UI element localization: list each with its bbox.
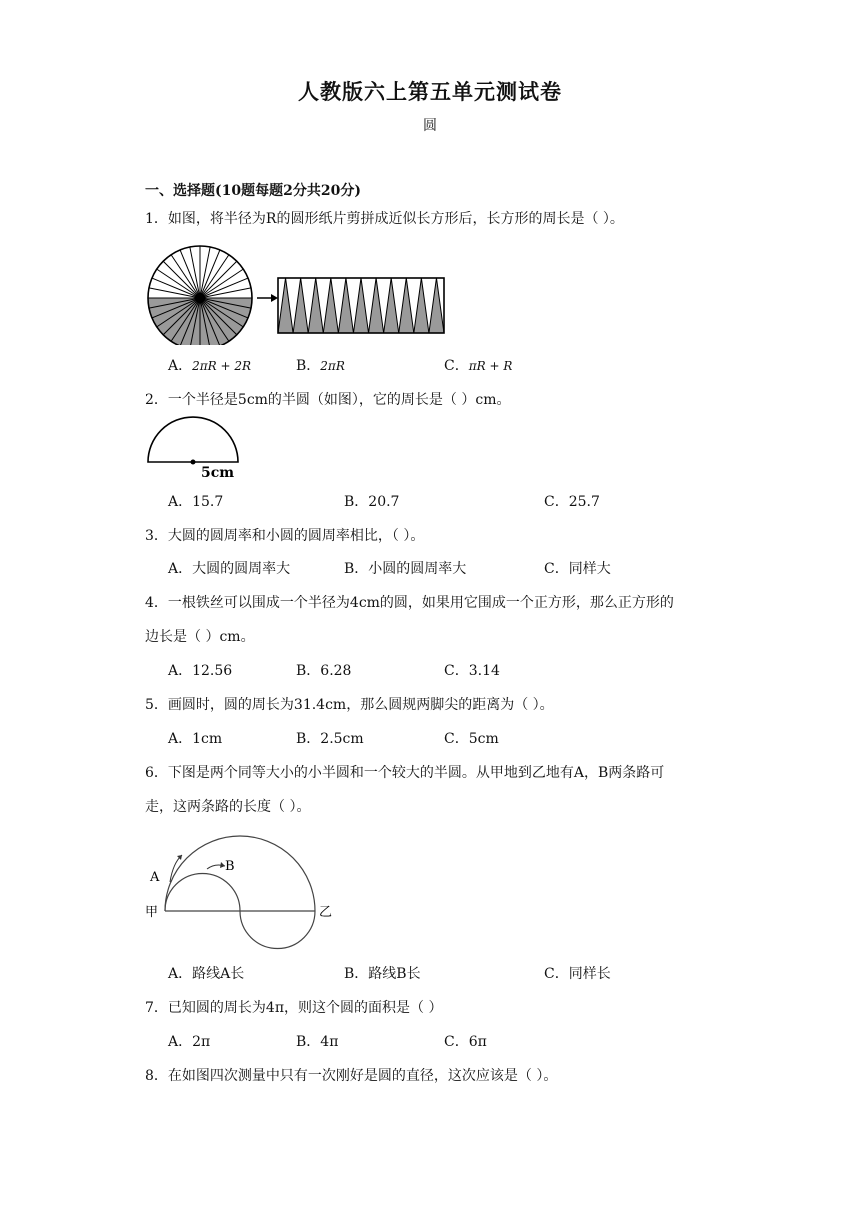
rearranged-rectangle-figure <box>278 278 444 333</box>
option-b[interactable]: B．6.28 <box>296 663 352 679</box>
option-c[interactable]: C．3.14 <box>444 663 500 679</box>
question-4-text-line-2: 边长是（ ）cm。 <box>145 629 255 645</box>
arrow-head-icon <box>271 294 278 302</box>
question-1-figure <box>145 245 450 345</box>
question-3-text: 3．大圆的圆周率和小圆的圆周率相比，（ ）。 <box>145 528 425 544</box>
rectangle-tooth <box>353 278 368 333</box>
option-a[interactable]: A．2πR + 2R <box>168 358 252 374</box>
question-5-options <box>168 728 768 748</box>
question-4-options <box>168 660 768 680</box>
end-point-label: 乙 <box>319 905 333 920</box>
option-c[interactable]: C．同样长 <box>544 966 611 982</box>
option-b[interactable]: B．小圆的圆周率大 <box>344 561 467 577</box>
sector-line <box>163 261 200 298</box>
page-subtitle: 圆 <box>423 118 437 134</box>
question-1-text: 1．如图，将半径为R的圆形纸片剪拼成近似长方形后，长方形的周长是（ ）。 <box>145 211 624 227</box>
route-a-label: A <box>150 870 160 885</box>
question-6-text-line-1: 6．下图是两个同等大小的小半圆和一个较大的半圆。从甲地到乙地有A，B两条路可 <box>145 765 665 781</box>
option-b[interactable]: B．2.5cm <box>296 731 364 747</box>
section-heading: 一、选择题(10题每题2分共20分) <box>145 183 361 199</box>
rectangle-tooth <box>278 278 293 333</box>
option-a[interactable]: A．12.56 <box>168 663 233 679</box>
route-b-label: B <box>225 859 235 874</box>
question-7-text: 7．已知圆的周长为4π，则这个圆的面积是（ ） <box>145 1000 443 1016</box>
rectangle-tooth <box>338 278 353 333</box>
route-a-path <box>165 836 315 911</box>
option-a[interactable]: A．大圆的圆周率大 <box>168 561 291 577</box>
option-a[interactable]: A．1cm <box>168 731 223 747</box>
page-title: 人教版六上第五单元测试卷 <box>298 79 562 104</box>
question-2-text: 2．一个半径是5cm的半圆（如图），它的周长是（ ）cm。 <box>145 392 511 408</box>
question-6-options <box>168 963 768 983</box>
option-a[interactable]: A．15.7 <box>168 494 224 510</box>
rectangle-tooth <box>399 278 414 333</box>
question-6-route-figure <box>145 825 345 953</box>
option-c[interactable]: C．25.7 <box>544 494 600 510</box>
option-c[interactable]: C．5cm <box>444 731 499 747</box>
option-a[interactable]: A．2π <box>168 1034 211 1050</box>
radius-label: 5cm <box>201 465 235 480</box>
start-point-label: 甲 <box>145 905 159 920</box>
question-4-text-line-1: 4．一根铁丝可以围成一个半径为4cm的圆，如果用它围成一个正方形，那么正方形的 <box>145 595 674 611</box>
rectangle-tooth <box>323 278 338 333</box>
question-7-options <box>168 1031 768 1051</box>
circle-center <box>195 293 205 303</box>
option-a[interactable]: A．路线A长 <box>168 966 245 982</box>
question-1-options <box>168 355 768 375</box>
option-c[interactable]: C．同样大 <box>544 561 611 577</box>
question-6-text-line-2: 走，这两条路的长度（ ）。 <box>145 799 311 815</box>
option-b[interactable]: B．20.7 <box>344 494 400 510</box>
rectangle-tooth <box>369 278 384 333</box>
rectangle-tooth <box>384 278 399 333</box>
question-8-text: 8．在如图四次测量中只有一次刚好是圆的直径，这次应该是（ ）。 <box>145 1068 558 1084</box>
option-c[interactable]: C．6π <box>444 1034 487 1050</box>
option-c[interactable]: C．πR + R <box>444 358 513 374</box>
option-b[interactable]: B．2πR <box>296 358 345 374</box>
center-dot <box>191 460 196 465</box>
option-b[interactable]: B．4π <box>296 1034 339 1050</box>
rectangle-tooth <box>293 278 308 333</box>
rectangle-tooth <box>429 278 444 333</box>
question-2-options <box>168 491 768 511</box>
option-b[interactable]: B．路线B长 <box>344 966 421 982</box>
question-2-semicircle-figure <box>145 415 245 480</box>
rectangle-tooth <box>414 278 429 333</box>
question-3-options <box>168 558 768 578</box>
rectangle-tooth <box>308 278 323 333</box>
sector-line <box>200 261 237 298</box>
question-5-text: 5．画圆时，圆的周长为31.4cm，那么圆规两脚尖的距离为（ ）。 <box>145 697 554 713</box>
cut-circle-figure <box>148 246 252 345</box>
